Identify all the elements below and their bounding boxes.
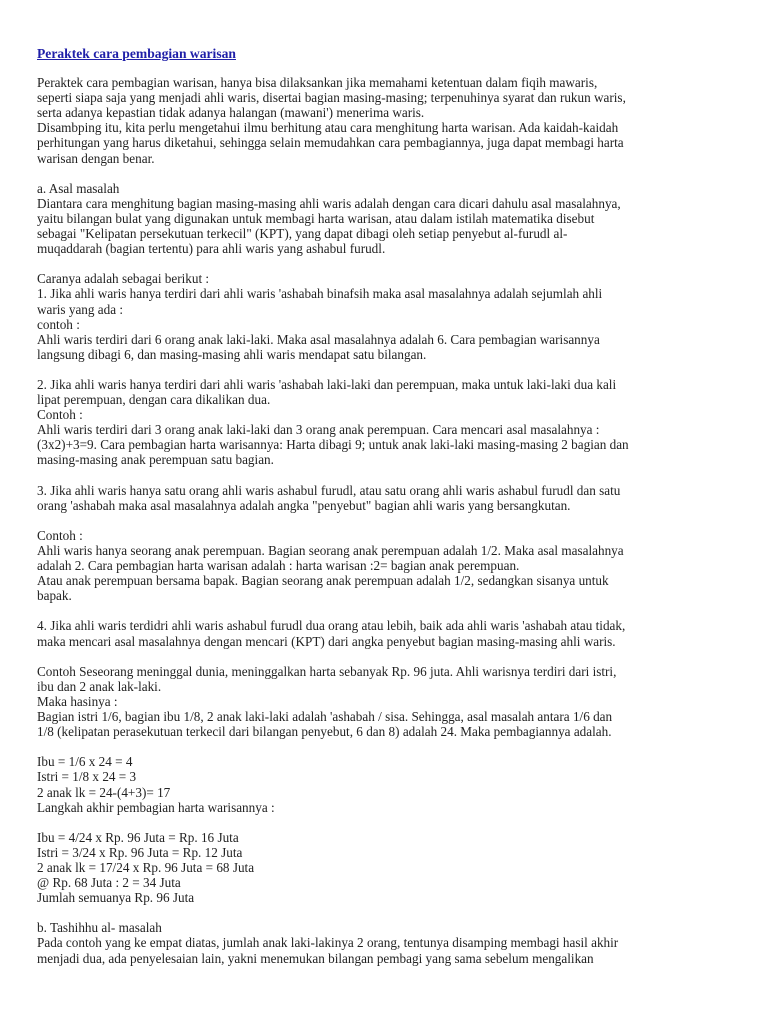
text-line: perhitungan yang harus diketahui, sehingga selain memudahkan cara pembagiannya, juga dapat membagi harta [37, 135, 624, 151]
blank-line [37, 166, 737, 181]
blank-line [37, 513, 737, 528]
text-line: serta adanya kepastian tidak adanya halangan (mawani') menerima waris. [37, 105, 425, 121]
blank-line [37, 905, 737, 920]
document-page [37, 46, 737, 966]
text-line: muqaddarah (bagian tertentu) para ahli waris yang ashabul furudl. [37, 241, 386, 257]
text-line: Disambping itu, kita perlu mengetahui ilmu berhitung atau cara menghitung harta warisan. Ada kaidah-kaidah [37, 120, 619, 136]
text-line: a. Asal masalah [37, 180, 120, 196]
text-line: 1/8 (kelipatan perasekutuan terkecil dari bilangan penyebut, 6 dan 8) adalah 24. Maka pembagiannya adalah. [37, 724, 612, 740]
text-line: warisan dengan benar. [37, 150, 155, 166]
blank-line [37, 649, 737, 664]
text-line: Peraktek cara pembagian warisan, hanya bisa dilaksankan jika memahami ketentuan dalam fiqih mawaris, [37, 75, 598, 91]
text-line: maka mencari asal masalahnya dengan mencari (KPT) dari angka penyebut bagian masing-masing ahli waris. [37, 633, 616, 649]
text-line: 2 anak lk = 17/24 x Rp. 96 Juta = 68 Juta [37, 859, 255, 875]
text-line: Istri = 1/8 x 24 = 3 [37, 769, 137, 785]
text-line: adalah 2. Cara pembagian harta warisan adalah : harta warisan :2= bagian anak perempuan. [37, 558, 520, 574]
text-line: sebagai "Kelipatan persekutuan terkecil" (KPT), yang dapat dibagi oleh setiap penyebut al-furudl al- [37, 226, 568, 242]
text-line: Atau anak perempuan bersama bapak. Bagian seorang anak perempuan adalah 1/2, sedangkan sisanya untuk [37, 573, 609, 589]
text-line: Istri = 3/24 x Rp. 96 Juta = Rp. 12 Juta [37, 844, 243, 860]
blank-line [37, 603, 737, 618]
text-line: Ahli waris terdiri dari 6 orang anak laki-laki. Maka asal masalahnya adalah 6. Cara pembagian warisannya [37, 331, 600, 347]
text-line: langsung dibagi 6, dan masing-masing ahli waris mendapat satu bilangan. [37, 346, 427, 362]
text-line: 4. Jika ahli waris terdidri ahli waris ashabul furudl dua orang atau lebih, baik ada ahli waris 'ashabah atau tidak, [37, 618, 626, 634]
blank-line [37, 739, 737, 754]
text-line: Caranya adalah sebagai berikut : [37, 271, 210, 287]
text-line: Ibu = 4/24 x Rp. 96 Juta = Rp. 16 Juta [37, 829, 239, 845]
text-line: (3x2)+3=9. Cara pembagian harta warisannya: Harta dibagi 9; untuk anak laki-laki masing-masing 2 bagian dan [37, 437, 629, 453]
text-line: Contoh : [37, 527, 83, 543]
text-line: Pada contoh yang ke empat diatas, jumlah anak laki-lakinya 2 orang, tentunya disamping membagi hasil akhir [37, 935, 619, 951]
blank-line [37, 256, 737, 271]
text-line: 2 anak lk = 24-(4+3)= 17 [37, 784, 171, 800]
text-line: menjadi dua, ada penyelesaian lain, yakni menemukan bilangan pembagi yang sama sebelum mengalikan [37, 950, 594, 966]
text-line: Ahli waris hanya seorang anak perempuan. Bagian seorang anak perempuan adalah 1/2. Maka asal masalahnya [37, 543, 624, 558]
page-title-link[interactable]: Peraktek cara pembagian warisan [37, 46, 236, 61]
text-line: Jumlah semuanya Rp. 96 Juta [37, 890, 195, 906]
text-line: 1. Jika ahli waris hanya terdiri dari ahli waris 'ashabah binafsih maka asal masalahnya adalah sejumlah ahli [37, 286, 603, 302]
text-line: seperti siapa saja yang menjadi ahli waris, disertai bagian masing-masing; terpenuhinya syarat dan rukun waris, [37, 90, 626, 106]
text-line: Contoh : [37, 407, 83, 423]
blank-line [37, 468, 737, 483]
text-line: ibu dan 2 anak lak-laki. [37, 678, 162, 694]
text-line: lipat perempuan, dengan cara dikalikan dua. [37, 392, 271, 408]
text-line: 3. Jika ahli waris hanya satu orang ahli waris ashabul furudl, atau satu orang ahli waris ashabul furudl dan satu [37, 482, 621, 498]
text-line: Langkah akhir pembagian harta warisannya : [37, 799, 275, 815]
text-line: @ Rp. 68 Juta : 2 = 34 Juta [37, 875, 181, 891]
text-line: waris yang ada : [37, 301, 124, 317]
text-line: Maka hasinya : [37, 693, 118, 709]
text-line: 2. Jika ahli waris hanya terdiri dari ahli waris 'ashabah laki-laki dan perempuan, maka untuk laki-laki dua kali [37, 376, 617, 392]
document-body [37, 75, 737, 966]
text-line: bapak. [37, 588, 72, 604]
blank-line [37, 362, 737, 377]
text-line: Diantara cara menghitung bagian masing-masing ahli waris adalah dengan cara dicari dahulu asal masalahnya, [37, 195, 621, 211]
text-line: orang 'ashabah maka asal masalahnya adalah angka "penyebut" bagian ahli waris yang bersangkutan. [37, 497, 571, 513]
text-line: Bagian istri 1/6, bagian ibu 1/8, 2 anak laki-laki adalah 'ashabah / sisa. Sehingga, asal masalah antara 1/6 dan [37, 709, 613, 725]
text-line: contoh : [37, 316, 80, 332]
text-line: Ibu = 1/6 x 24 = 4 [37, 754, 133, 770]
text-line: Contoh Seseorang meninggal dunia, meninggalkan harta sebanyak Rp. 96 juta. Ahli warisnya terdiri dari istri, [37, 663, 617, 679]
text-line: b. Tashihhu al- masalah [37, 920, 162, 936]
text-line: masing-masing anak perempuan satu bagian. [37, 452, 274, 468]
blank-line [37, 815, 737, 830]
text-line: Ahli waris terdiri dari 3 orang anak laki-laki dan 3 orang anak perempuan. Cara mencari asal masalahnya : [37, 422, 600, 438]
text-line: yaitu bilangan bulat yang digunakan untuk membagi harta warisan, atau dalam istilah matematika disebut [37, 210, 595, 226]
